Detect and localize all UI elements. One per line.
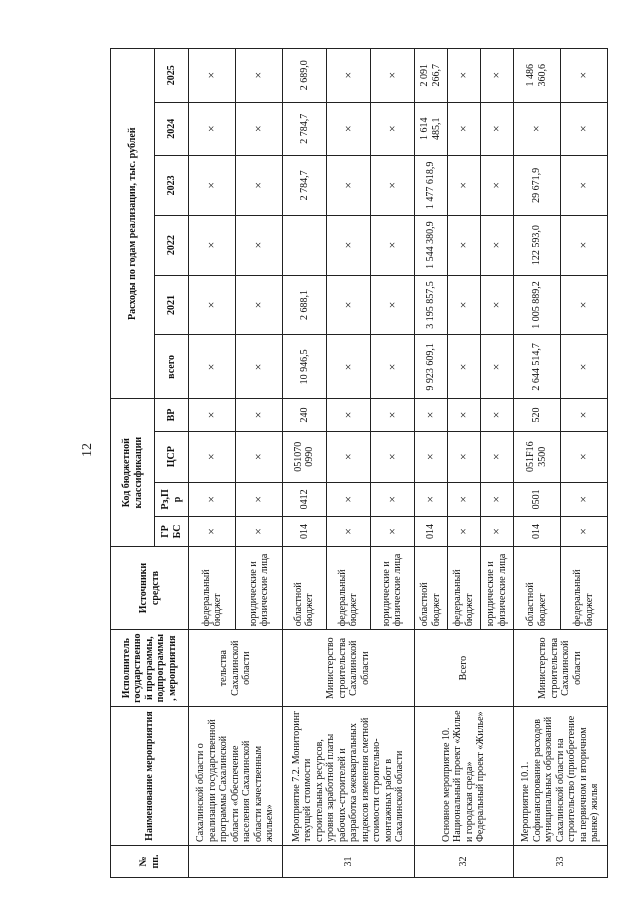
cell-2024: × bbox=[236, 102, 283, 155]
header-grbs: ГР БС bbox=[155, 516, 189, 546]
cell-2021: 3 195 857,5 bbox=[414, 275, 447, 335]
cell-csr: × bbox=[480, 431, 513, 482]
row-source: юридические и физические лица bbox=[236, 546, 283, 629]
cell-2022: × bbox=[370, 215, 414, 275]
cell-total: × bbox=[480, 335, 513, 399]
cell-2025: × bbox=[236, 49, 283, 103]
row-num: 32 bbox=[414, 845, 513, 877]
cell-2023: 29 671,9 bbox=[513, 155, 560, 215]
cell-2022: × bbox=[236, 215, 283, 275]
cell-csr: × bbox=[236, 431, 283, 482]
cell-2025: 2 689,0 bbox=[283, 49, 327, 103]
cell-grbs: 014 bbox=[513, 516, 560, 546]
cell-2025: × bbox=[370, 49, 414, 103]
cell-2022: 122 593,0 bbox=[513, 215, 560, 275]
cell-grbs: × bbox=[370, 516, 414, 546]
cell-vr: × bbox=[480, 399, 513, 431]
cell-2023: × bbox=[326, 155, 370, 215]
cell-2023: × bbox=[370, 155, 414, 215]
cell-2023: × bbox=[560, 155, 607, 215]
row-executor: Министерство строительства Сахалинской области bbox=[283, 630, 415, 707]
header-rzpr: Рз,П р bbox=[155, 482, 189, 516]
row-name: Основное мероприятие 10. Национальный проект «Жилье и городская среда» Федеральный проект «Жилье» bbox=[414, 707, 513, 846]
cell-2024: × bbox=[480, 102, 513, 155]
cell-2023: × bbox=[236, 155, 283, 215]
row-source: областной бюджет bbox=[513, 546, 560, 629]
cell-2024: × bbox=[447, 102, 480, 155]
cell-2023: × bbox=[447, 155, 480, 215]
cell-rzpr: × bbox=[370, 482, 414, 516]
cell-2022: × bbox=[326, 215, 370, 275]
cell-2022: × bbox=[447, 215, 480, 275]
cell-2021: × bbox=[560, 275, 607, 335]
row-source: федеральный бюджет bbox=[560, 546, 607, 629]
row-num: 33 bbox=[513, 845, 607, 877]
table-row bbox=[513, 49, 560, 878]
cell-2021: × bbox=[189, 275, 236, 335]
budget-table bbox=[110, 48, 608, 878]
cell-2021: 1 005 889,2 bbox=[513, 275, 560, 335]
cell-total: × bbox=[447, 335, 480, 399]
row-source: федеральный бюджет bbox=[189, 546, 236, 629]
cell-2025: × bbox=[560, 49, 607, 103]
cell-grbs: × bbox=[447, 516, 480, 546]
cell-rzpr: × bbox=[414, 482, 447, 516]
row-source: юридические и физические лица bbox=[480, 546, 513, 629]
cell-csr: 051070 0990 bbox=[283, 431, 327, 482]
header-name: Наименование мероприятия bbox=[111, 707, 189, 846]
header-num: № пп. bbox=[111, 845, 189, 877]
header-vr: ВР bbox=[155, 399, 189, 431]
cell-vr: × bbox=[189, 399, 236, 431]
cell-csr: × bbox=[326, 431, 370, 482]
cell-csr: × bbox=[370, 431, 414, 482]
cell-rzpr: × bbox=[560, 482, 607, 516]
cell-2024: × bbox=[560, 102, 607, 155]
cell-2024: 2 784,7 bbox=[283, 102, 327, 155]
header-executor: Исполнитель государственной программы, подпрограммы, мероприятия bbox=[111, 630, 189, 707]
cell-grbs: 014 bbox=[414, 516, 447, 546]
cell-2024: × bbox=[326, 102, 370, 155]
cell-2022: × bbox=[480, 215, 513, 275]
cell-vr: 240 bbox=[283, 399, 327, 431]
row-executor: Министерство строительства Сахалинской области bbox=[513, 630, 607, 707]
cell-grbs: 014 bbox=[283, 516, 327, 546]
cell-total: × bbox=[189, 335, 236, 399]
table-row bbox=[283, 49, 327, 878]
cell-vr: × bbox=[370, 399, 414, 431]
cell-2025: × bbox=[480, 49, 513, 103]
page-number: 12 bbox=[80, 443, 95, 457]
header-expenses: Расходы по годам реализации, тыс. рублей bbox=[111, 49, 155, 399]
row-source: федеральный бюджет bbox=[447, 546, 480, 629]
row-name: Сахалинской области о реализации государственной программы Сахалинской области «Обеспечение населения Сахалинской области качественным жильем» bbox=[189, 707, 283, 846]
cell-total: 2 644 514,7 bbox=[513, 335, 560, 399]
cell-grbs: × bbox=[480, 516, 513, 546]
cell-total: × bbox=[370, 335, 414, 399]
header-2023: 2023 bbox=[155, 155, 189, 215]
row-name: Мероприятие 10.1. Софинансирование расходов муниципальных образований Сахалинской области на строительство (приобретение на первичном и вторичном рынке) жилья bbox=[513, 707, 607, 846]
cell-total: × bbox=[326, 335, 370, 399]
cell-total: 9 923 609,1 bbox=[414, 335, 447, 399]
cell-vr: × bbox=[560, 399, 607, 431]
cell-2021: 2 688,1 bbox=[283, 275, 327, 335]
row-num bbox=[189, 845, 283, 877]
header-2021: 2021 bbox=[155, 275, 189, 335]
cell-2024: 1 614 485,1 bbox=[414, 102, 447, 155]
row-name: Мероприятие 7.2. Мониторинг текущей стоимости строительных ресурсов, уровня заработной платы рабочих-строителей и разработка ежеквартальных индексов изменения сметной стоимости строительно-монтажных работ в Сахалинской области bbox=[283, 707, 415, 846]
cell-2023: × bbox=[189, 155, 236, 215]
cell-2022: × bbox=[560, 215, 607, 275]
row-executor: Всего bbox=[414, 630, 513, 707]
cell-2025: 2 091 266,7 bbox=[414, 49, 447, 103]
cell-csr: × bbox=[560, 431, 607, 482]
cell-rzpr: × bbox=[236, 482, 283, 516]
cell-2022: × bbox=[189, 215, 236, 275]
cell-rzpr: × bbox=[326, 482, 370, 516]
cell-total: × bbox=[560, 335, 607, 399]
header-2024: 2024 bbox=[155, 102, 189, 155]
cell-vr: 520 bbox=[513, 399, 560, 431]
cell-grbs: × bbox=[326, 516, 370, 546]
cell-csr: × bbox=[447, 431, 480, 482]
cell-2023: 2 784,7 bbox=[283, 155, 327, 215]
cell-rzpr: 0501 bbox=[513, 482, 560, 516]
cell-2025: × bbox=[189, 49, 236, 103]
row-executor: тельства Сахалинской области bbox=[189, 630, 283, 707]
cell-vr: × bbox=[447, 399, 480, 431]
cell-2021: × bbox=[326, 275, 370, 335]
cell-vr: × bbox=[414, 399, 447, 431]
table-row bbox=[189, 49, 236, 878]
cell-2023: 1 477 618,9 bbox=[414, 155, 447, 215]
cell-2024: × bbox=[513, 102, 560, 155]
row-source: федеральный бюджет bbox=[326, 546, 370, 629]
cell-grbs: × bbox=[560, 516, 607, 546]
cell-total: × bbox=[236, 335, 283, 399]
cell-rzpr: × bbox=[189, 482, 236, 516]
cell-csr: × bbox=[189, 431, 236, 482]
cell-2021: × bbox=[370, 275, 414, 335]
header-budget-code: Код бюджетной классификации bbox=[111, 399, 155, 546]
cell-2025: 1 486 360,6 bbox=[513, 49, 560, 103]
cell-grbs: × bbox=[236, 516, 283, 546]
row-num: 31 bbox=[283, 845, 415, 877]
header-csr: ЦСР bbox=[155, 431, 189, 482]
rotated-table-container bbox=[110, 48, 608, 878]
cell-2023: × bbox=[480, 155, 513, 215]
cell-2021: × bbox=[480, 275, 513, 335]
cell-grbs: × bbox=[189, 516, 236, 546]
cell-total: 10 946,5 bbox=[283, 335, 327, 399]
cell-csr: × bbox=[414, 431, 447, 482]
cell-vr: × bbox=[326, 399, 370, 431]
header-2022: 2022 bbox=[155, 215, 189, 275]
cell-2025: × bbox=[447, 49, 480, 103]
cell-vr: × bbox=[236, 399, 283, 431]
cell-2021: × bbox=[236, 275, 283, 335]
cell-2022: 1 544 380,9 bbox=[414, 215, 447, 275]
header-sources: Источники средств bbox=[111, 546, 189, 629]
cell-2024: × bbox=[370, 102, 414, 155]
table-row bbox=[414, 49, 447, 878]
header-row-1 bbox=[111, 49, 155, 878]
cell-rzpr: × bbox=[480, 482, 513, 516]
row-source: областной бюджет bbox=[414, 546, 447, 629]
cell-rzpr: × bbox=[447, 482, 480, 516]
cell-rzpr: 0412 bbox=[283, 482, 327, 516]
cell-2024: × bbox=[189, 102, 236, 155]
cell-2025: × bbox=[326, 49, 370, 103]
row-source: юридические и физические лица bbox=[370, 546, 414, 629]
header-total: всего bbox=[155, 335, 189, 399]
row-source: областной бюджет bbox=[283, 546, 327, 629]
header-2025: 2025 bbox=[155, 49, 189, 103]
cell-2022 bbox=[283, 215, 327, 275]
cell-csr: 051F16 3500 bbox=[513, 431, 560, 482]
cell-2021: × bbox=[447, 275, 480, 335]
